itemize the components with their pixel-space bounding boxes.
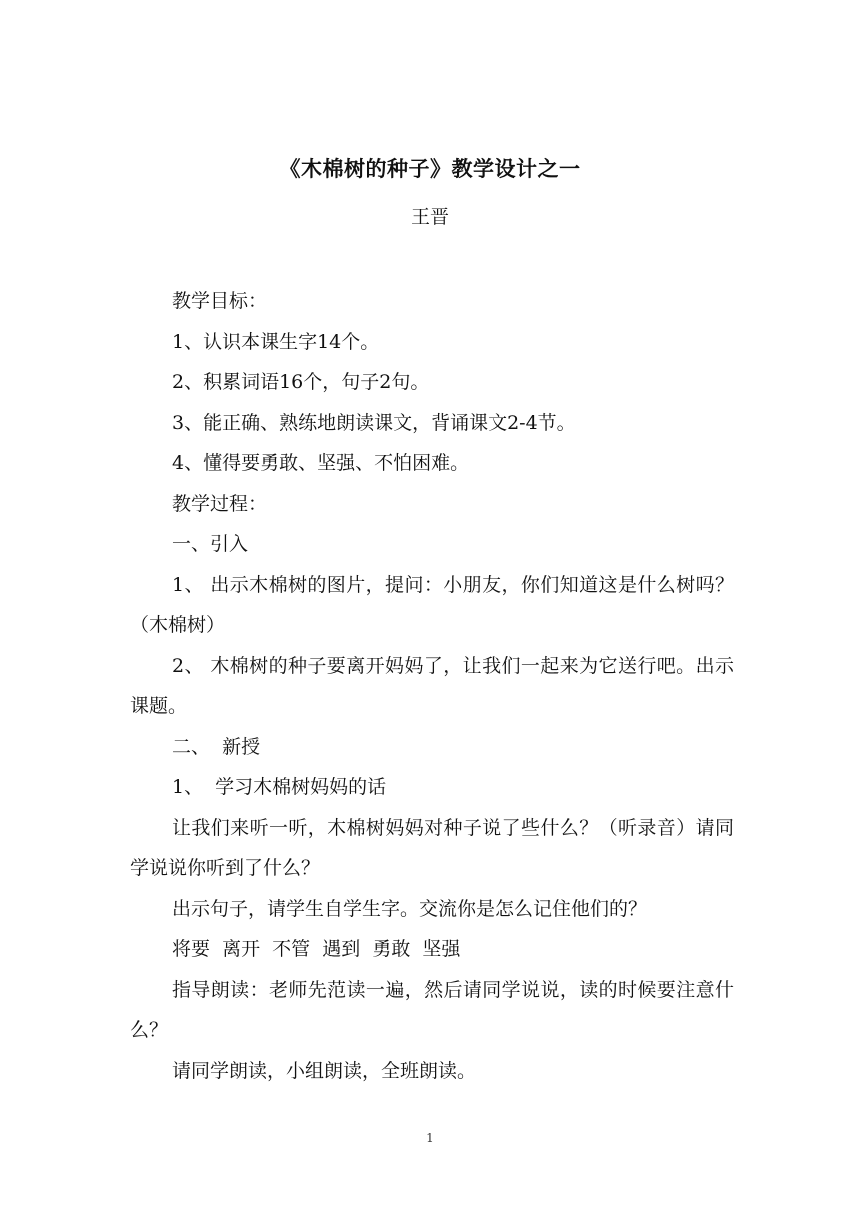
paragraph-section-intro: 一、引入 bbox=[172, 533, 249, 555]
paragraph-listen: 让我们来听一听，木棉树妈妈对种子说了些什么？（听录音）请同学说说你听到了什么？ bbox=[130, 816, 734, 879]
document-title: 《木棉树的种子》教学设计之一 bbox=[279, 156, 581, 181]
paragraph-intro-step-2: 2、 木棉树的种子要离开妈妈了，让我们一起来为它送行吧。出示课题。 bbox=[130, 654, 734, 717]
paragraph-show-sentence: 出示句子，请学生自学生字。交流你是怎么记住他们的？ bbox=[172, 897, 648, 920]
paragraph-process-heading: 教学过程： bbox=[172, 492, 268, 515]
document-body bbox=[130, 281, 734, 1091]
paragraph-objectives-heading: 教学目标： bbox=[172, 290, 268, 312]
paragraph-reading-practice: 请同学朗读，小组朗读，全班朗读。 bbox=[172, 1059, 477, 1082]
paragraph-objective-2: 2、积累词语16个，句子2句。 bbox=[172, 371, 430, 393]
paragraph-section-new: 二、 新授 bbox=[172, 735, 261, 758]
author-name: 王晋 bbox=[410, 206, 449, 228]
paragraph-objective-1: 1、认识本课生字14个。 bbox=[172, 330, 380, 353]
paragraph-new-step-1: 1、 学习木棉树妈妈的话 bbox=[172, 776, 387, 798]
paragraph-objective-4: 4、懂得要勇敢、坚强、不怕困难。 bbox=[172, 452, 470, 474]
paragraph-intro-step-1: 1、 出示木棉树的图片，提问：小朋友，你们知道这是什么树吗？（木棉树） bbox=[130, 573, 734, 636]
paragraph-vocabulary: 将要 离开 不管 遇到 勇敢 坚强 bbox=[172, 938, 461, 960]
paragraph-objective-3: 3、能正确、熟练地朗读课文，背诵课文2-4节。 bbox=[172, 411, 576, 434]
paragraph-reading-guidance: 指导朗读：老师先范读一遍，然后请同学说说，读的时候要注意什么？ bbox=[130, 978, 734, 1041]
page-number: 1 bbox=[426, 1131, 434, 1145]
